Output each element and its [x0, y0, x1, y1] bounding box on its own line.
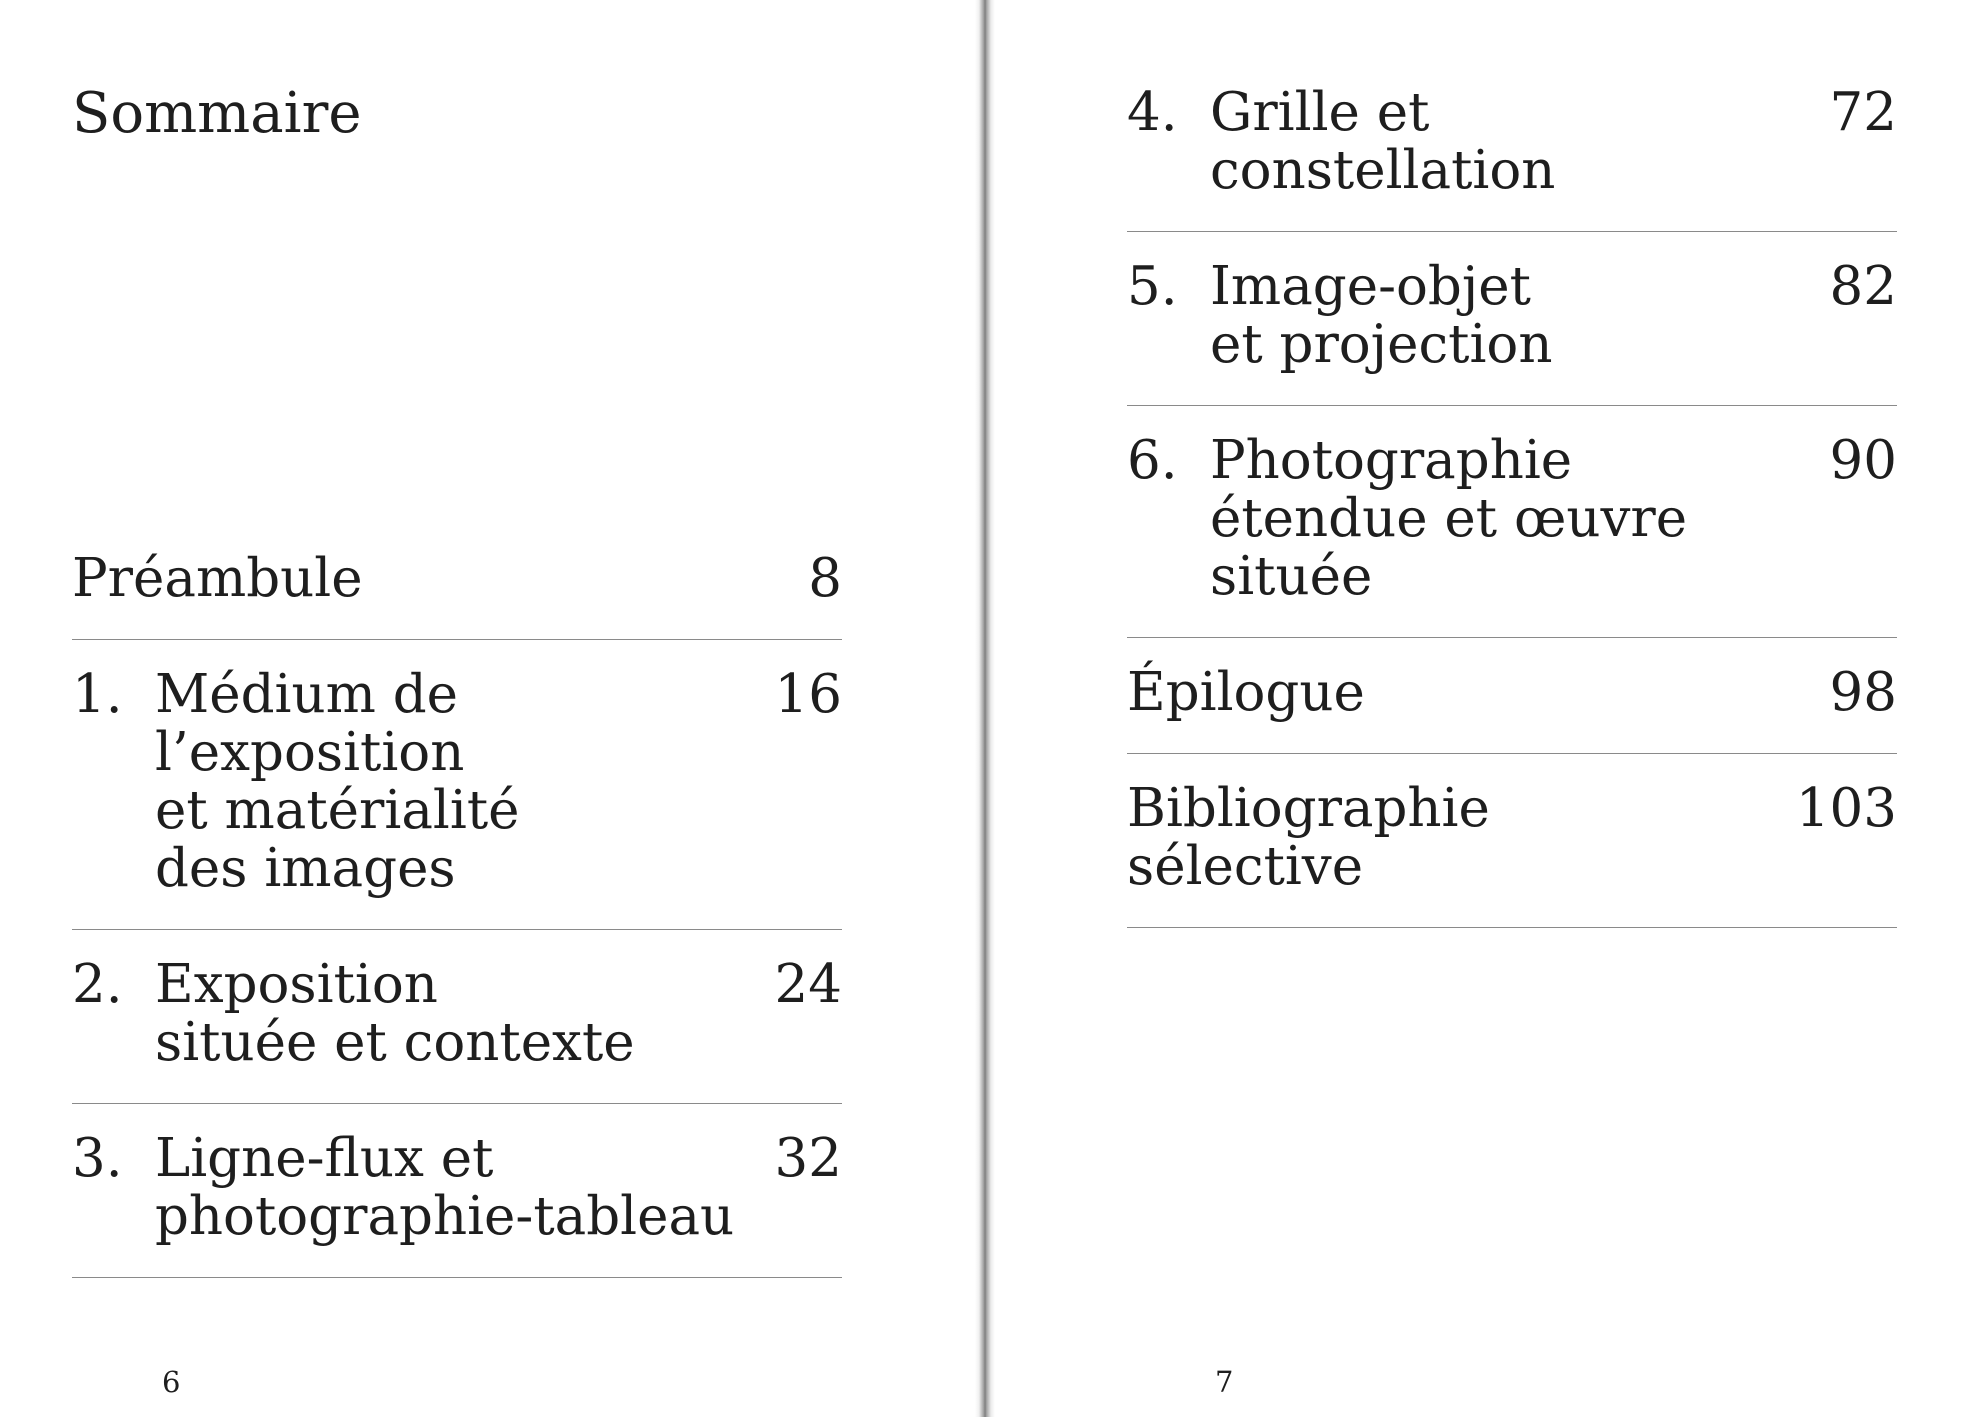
toc-entry-page-number: 16: [774, 664, 842, 725]
toc-entry-title: Grille et constellation: [1210, 82, 1556, 201]
toc-entry-page-number: 32: [774, 1128, 842, 1189]
page-number-right: 7: [1215, 1365, 1234, 1399]
left-page: [0, 0, 975, 1417]
toc-entry-title: Ligne-flux et photographie-tableau: [155, 1128, 735, 1247]
toc-entry-title: Bibliographie sélective: [1127, 778, 1490, 897]
toc-entry-bibliography[interactable]: [1127, 780, 1897, 928]
toc-list-right: [1127, 84, 1897, 954]
toc-entry-page-number: 24: [774, 954, 842, 1015]
toc-entry-number: 1.: [72, 664, 123, 725]
toc-entry-title: Photographie étendue et œuvre située: [1210, 430, 1688, 607]
toc-entry-chapter-3[interactable]: [72, 1130, 842, 1278]
page-number-left: 6: [162, 1365, 181, 1399]
toc-entry-number: 5.: [1127, 256, 1178, 317]
toc-entry-title: Image-objet et projection: [1210, 256, 1553, 375]
toc-entry-number: 6.: [1127, 430, 1178, 491]
toc-entry-title: Épilogue: [1127, 662, 1365, 723]
toc-entry-page-number: 8: [808, 548, 842, 609]
toc-entry-chapter-6[interactable]: [1127, 432, 1897, 638]
toc-list-left: [72, 550, 842, 1304]
toc-entry-title: Médium de l’exposition et matérialité des images: [155, 664, 520, 899]
toc-entry-title: Exposition située et contexte: [155, 954, 635, 1073]
toc-entry-number: 3.: [72, 1128, 123, 1189]
toc-entry-chapter-4[interactable]: [1127, 84, 1897, 232]
toc-entry-title: Préambule: [72, 548, 363, 609]
book-gutter-shadow: [975, 0, 995, 1417]
toc-entry-page-number: 90: [1829, 430, 1897, 491]
toc-entry-chapter-5[interactable]: [1127, 258, 1897, 406]
toc-entry-number: 4.: [1127, 82, 1178, 143]
toc-entry-chapter-1[interactable]: [72, 666, 842, 930]
toc-entry-page-number: 98: [1829, 662, 1897, 723]
toc-heading: Sommaire: [72, 81, 362, 146]
toc-entry-preambule[interactable]: [72, 550, 842, 640]
right-page: [995, 0, 1968, 1417]
toc-entry-page-number: 82: [1829, 256, 1897, 317]
toc-entry-epilogue[interactable]: [1127, 664, 1897, 754]
toc-entry-number: 2.: [72, 954, 123, 1015]
toc-entry-page-number: 72: [1829, 82, 1897, 143]
toc-entry-page-number: 103: [1795, 778, 1897, 839]
toc-entry-chapter-2[interactable]: [72, 956, 842, 1104]
